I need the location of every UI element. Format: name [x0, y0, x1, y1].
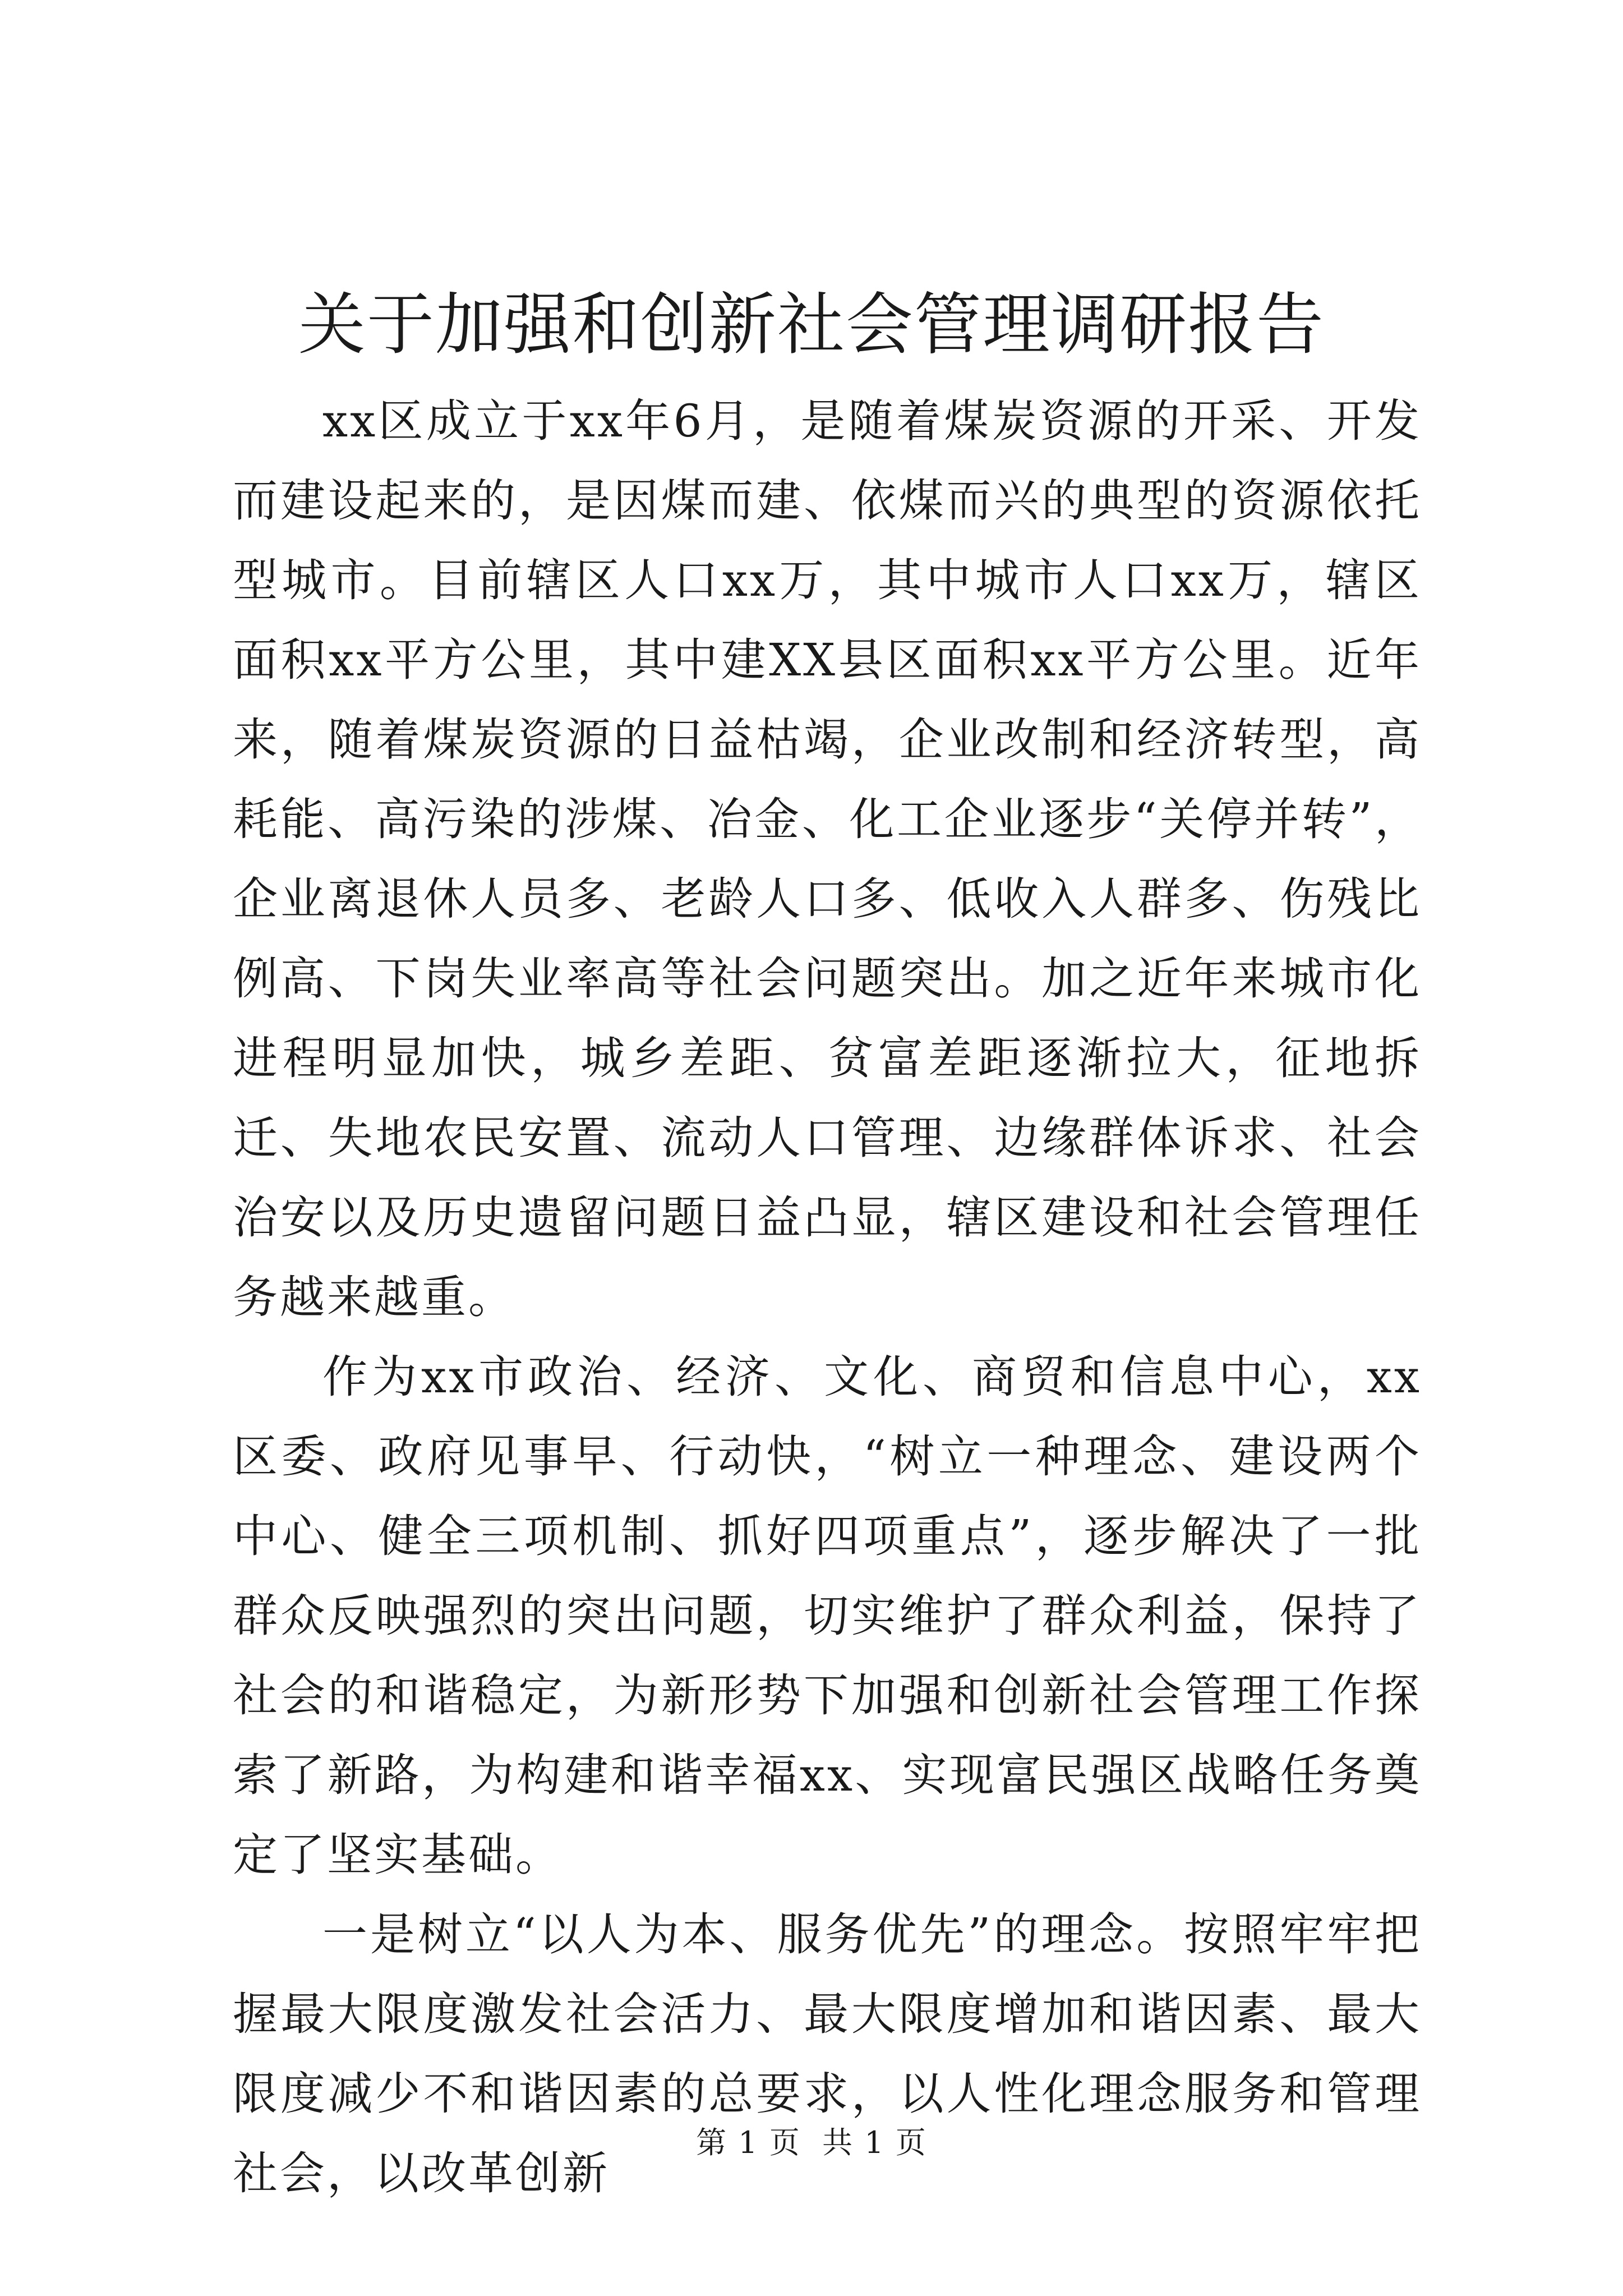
paragraph-intro: xx区成立于xx年6月，是随着煤炭资源的开采、开发而建设起来的，是因煤而建、依煤而兴的典型的资源依托型城市。目前辖区人口xx万，其中城市人口xx万，辖区面积xx平方公里，其中建XX县区面积xx平方公里。近年来，随着煤炭资源的日益枯竭，企业改制和经济转型，高耗能、高污染的涉煤、冶金、化工企业逐步“关停并转”，企业离退休人员多、老龄人口多、低收入人群多、伤残比例高、下岗失业率高等社会问题突出。加之近年来城市化进程明显加快，城乡差距、贫富差距逐渐拉大，征地拆迁、失地农民安置、流动人口管理、边缘群体诉求、社会治安以及历史遗留问题日益凸显，辖区建设和社会管理任务越来越重。 — [233, 395, 1422, 1323]
document-body — [233, 381, 1422, 2214]
document-title: 关于加强和创新社会管理调研报告 — [298, 286, 1325, 364]
paragraph-concept: 一是树立“以人为本、服务优先”的理念。按照牢牢把握最大限度激发社会活力、最大限度增加和谐因素、最大限度减少不和谐因素的总要求，以人性化理念服务和管理社会，以改革创新 — [233, 1908, 1422, 2200]
page-number-label: 第 1 页 共 1 页 — [696, 2125, 927, 2160]
paragraph-district-role: 作为xx市政治、经济、文化、商贸和信息中心，xx区委、政府见事早、行动快，“树立一种理念、建设两个中心、健全三项机制、抓好四项重点”，逐步解决了一批群众反映强烈的突出问题，切实维护了群众利益，保持了社会的和谐稳定，为新形势下加强和创新社会管理工作探索了新路，为构建和谐幸福xx、实现富民强区战略任务奠定了坚实基础。 — [233, 1351, 1422, 1881]
page-footer — [0, 2123, 1623, 2162]
